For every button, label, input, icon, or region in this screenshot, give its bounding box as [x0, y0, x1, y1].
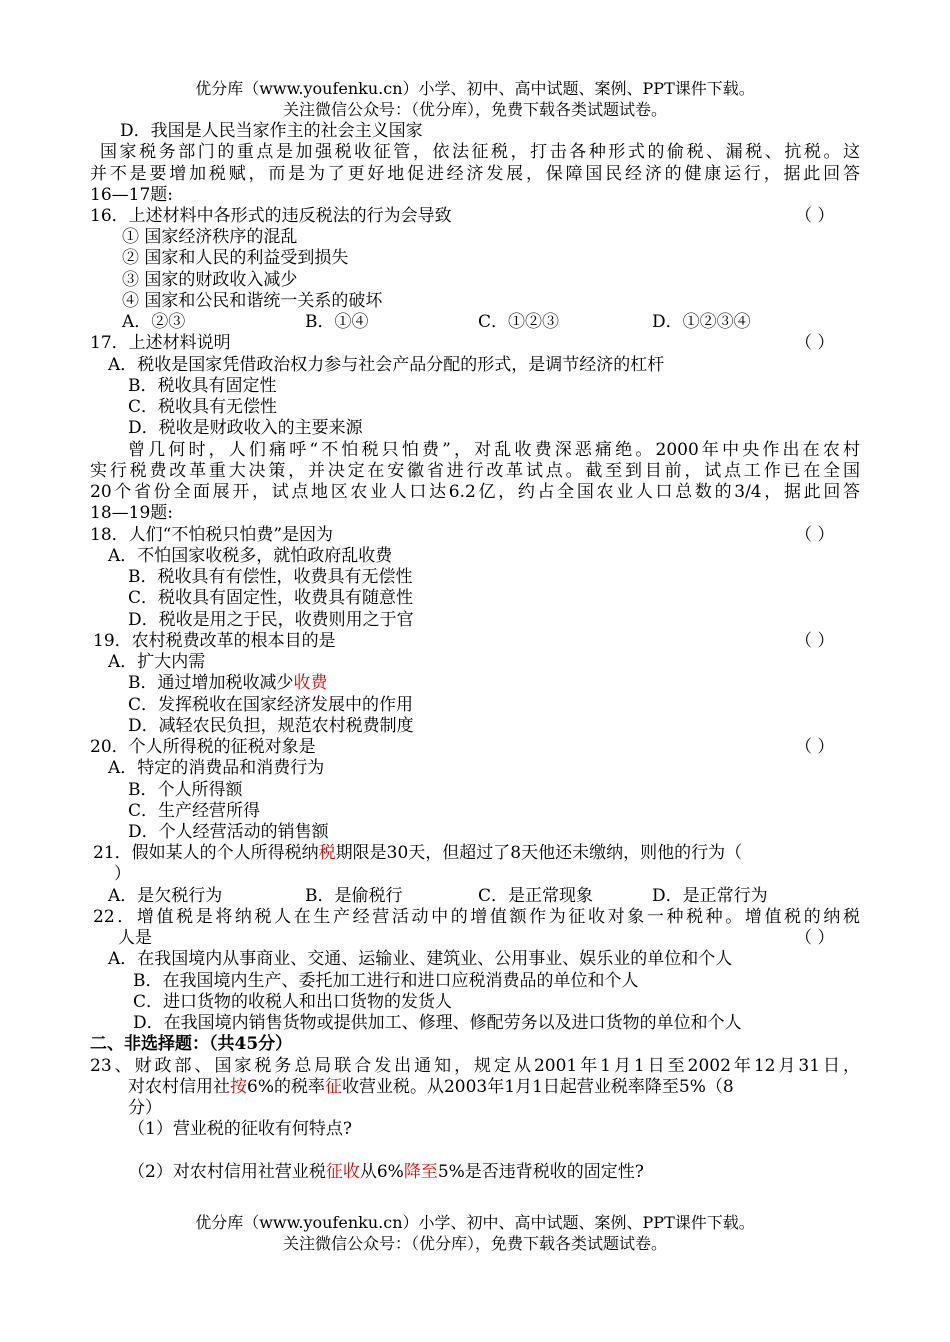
- q18-option-d: D．税收是用之于民，收费则用之于官: [128, 610, 414, 630]
- passage2-line-3: 20个省份全面展开，试点地区农业人口达6.2亿，约占全国农业人口总数的3/4，据此回答: [90, 482, 860, 502]
- q20-option-d: D．个人经营活动的销售额: [128, 822, 329, 842]
- q23-sub2-highlight-2: 降至: [403, 1162, 438, 1182]
- section-2-heading: 二、非选择题：（共45分）: [90, 1034, 293, 1054]
- q23-sub2-b: 从6%: [359, 1162, 404, 1182]
- q17-option-b: B．税收具有固定性: [128, 376, 277, 396]
- q21-stem-post: 期限是30天，但超过了8天他还未缴纳，则他的行为（: [335, 843, 743, 863]
- q21-stem-pre: 21．假如某人的个人所得税纳: [93, 843, 319, 863]
- q18-option-a: A．不怕国家收税多，就怕政府乱收费: [108, 546, 393, 566]
- footer-line-1: 优分库（www.youfenku.cn）小学、初中、高中试题、案例、PPT课件下载。: [195, 1213, 755, 1232]
- q23-sub-question-1: （1）营业税的征收有何特点?: [128, 1119, 352, 1139]
- q16-stem: 16．上述材料中各形式的违反税法的行为会导致: [90, 206, 452, 226]
- q19-option-c: C．发挥税收在国家经济发展中的作用: [128, 695, 414, 715]
- q22-stem-line-2: 人是: [118, 928, 152, 948]
- q21-option-c: C．是正常现象: [478, 886, 594, 906]
- passage2-line-1: 曾几何时，人们痛呼“不怕税只怕费”，对乱收费深恶痛绝。2000年中央作出在农村: [128, 440, 860, 460]
- q21-stem: [93, 842, 863, 864]
- passage1-line-2: 并不是要增加税赋，而是为了更好地促进经济发展，保障国民经济的健康运行，据此回答: [90, 164, 860, 184]
- q16-item-1: ① 国家经济秩序的混乱: [122, 227, 298, 247]
- q20-option-a: A．特定的消费品和消费行为: [108, 758, 325, 778]
- header-line-1: 优分库（www.youfenku.cn）小学、初中、高中试题、案例、PPT课件下载。: [195, 79, 755, 98]
- passage1-line-1: 国家税务部门的重点是加强税收征管，依法征税，打击各种形式的偷税、漏税、抗税。这: [100, 142, 860, 162]
- q19-answer-bracket: （ ）: [795, 631, 835, 651]
- header-line-2: 关注微信公众号：（优分库），免费下载各类试题试卷。: [282, 100, 667, 119]
- q23-sub2-highlight-1: 征收: [325, 1162, 360, 1182]
- q21-option-d: D．是正常行为: [652, 886, 768, 906]
- prev-option-d: D．我国是人民当家作主的社会主义国家: [120, 121, 423, 141]
- q21-option-b: B．是偷税行: [305, 886, 403, 906]
- q17-option-d: D．税收是财政收入的主要来源: [128, 418, 363, 438]
- q22-stem-line-1: 22．增值税是将纳税人在生产经营活动中的增值额作为征收对象一种税种。增值税的纳税: [93, 907, 860, 927]
- q17-option-a: A．税收是国家凭借政治权力参与社会产品分配的形式，是调节经济的杠杆: [108, 355, 665, 375]
- q23-line-3: 分）: [128, 1098, 162, 1118]
- q19-option-b: [128, 672, 898, 694]
- q16-option-d: D．①②③④: [652, 312, 751, 332]
- q23-line-2-highlight-2: 征: [324, 1077, 342, 1097]
- q16-answer-bracket: （ ）: [795, 206, 835, 226]
- q16-option-b: B．①④: [305, 312, 369, 332]
- q23-line-1: 23、财政部、国家税务总局联合发出通知，规定从2001年1月1日至2002年12月31日，: [90, 1056, 860, 1076]
- passage2-line-4: 18—19题:: [90, 503, 173, 523]
- q22-option-b: B．在我国境内生产、委托加工进行和进口应税消费品的单位和个人: [133, 971, 639, 991]
- q23-line-2-b: 6%的税率: [247, 1077, 325, 1097]
- q16-option-a: A．②③: [122, 312, 186, 332]
- q16-item-4: ④ 国家和公民和谐统一关系的破坏: [122, 291, 383, 311]
- q22-answer-bracket: （ ）: [795, 928, 835, 948]
- q16-option-c: C．①②③: [478, 312, 560, 332]
- q23-sub2-c: 5%是否违背税收的固定性?: [437, 1162, 644, 1182]
- q17-stem: 17．上述材料说明: [90, 333, 231, 353]
- q20-option-b: B．个人所得额: [128, 780, 243, 800]
- q23-line-2: [128, 1076, 863, 1098]
- q18-answer-bracket: （ ）: [795, 525, 835, 545]
- q21-option-a: A．是欠税行为: [108, 886, 223, 906]
- q23-line-2-a: 对农村信用社: [128, 1077, 230, 1097]
- q19-option-b-highlight: 收费: [293, 673, 328, 693]
- q23-line-2-c: 收营业税。从2003年1月1日起营业税率降至5%（8: [341, 1077, 734, 1097]
- q22-option-a: A．在我国境内从事商业、交通、运输业、建筑业、公用事业、娱乐业的单位和个人: [108, 949, 733, 969]
- q21-stem-line-2: ）: [114, 864, 131, 884]
- q20-option-c: C．生产经营所得: [128, 801, 261, 821]
- q19-option-d: D．减轻农民负担，规范农村税费制度: [128, 716, 414, 736]
- q16-item-3: ③ 国家的财政收入减少: [122, 270, 298, 290]
- q22-option-d: D．在我国境内销售货物或提供加工、修理、修配劳务以及进口货物的单位和个人: [133, 1013, 742, 1033]
- q19-option-a: A．扩大内需: [108, 652, 206, 672]
- q17-option-c: C．税收具有无偿性: [128, 397, 278, 417]
- q23-line-2-highlight-1: 按: [230, 1077, 247, 1097]
- q21-stem-highlight: 税: [318, 843, 336, 863]
- q22-option-c: C．进口货物的收税人和出口货物的发货人: [133, 992, 453, 1012]
- q16-item-2: ② 国家和人民的利益受到损失: [122, 248, 349, 268]
- q20-stem: 20．个人所得税的征税对象是: [90, 737, 316, 757]
- q20-answer-bracket: （ ）: [795, 737, 835, 757]
- q23-sub-question-2: [128, 1161, 898, 1183]
- passage1-line-3: 16—17题:: [90, 185, 173, 205]
- q19-option-b-text: B．通过增加税收减少: [128, 673, 294, 693]
- q23-sub2-a: （2）对农村信用社营业税: [128, 1162, 326, 1182]
- q17-answer-bracket: （ ）: [795, 333, 835, 353]
- q18-option-b: B．税收具有有偿性，收费具有无偿性: [128, 567, 413, 587]
- passage2-line-2: 实行税费改革重大决策，并决定在安徽省进行改革试点。截至到目前，试点工作已在全国: [90, 461, 860, 481]
- q18-option-c: C．税收具有固定性，收费具有随意性: [128, 588, 414, 608]
- q18-stem: 18．人们“不怕税只怕费”是因为: [90, 525, 334, 545]
- q19-stem: 19．农村税费改革的根本目的是: [93, 631, 336, 651]
- footer-line-2: 关注微信公众号：（优分库），免费下载各类试题试卷。: [282, 1234, 667, 1253]
